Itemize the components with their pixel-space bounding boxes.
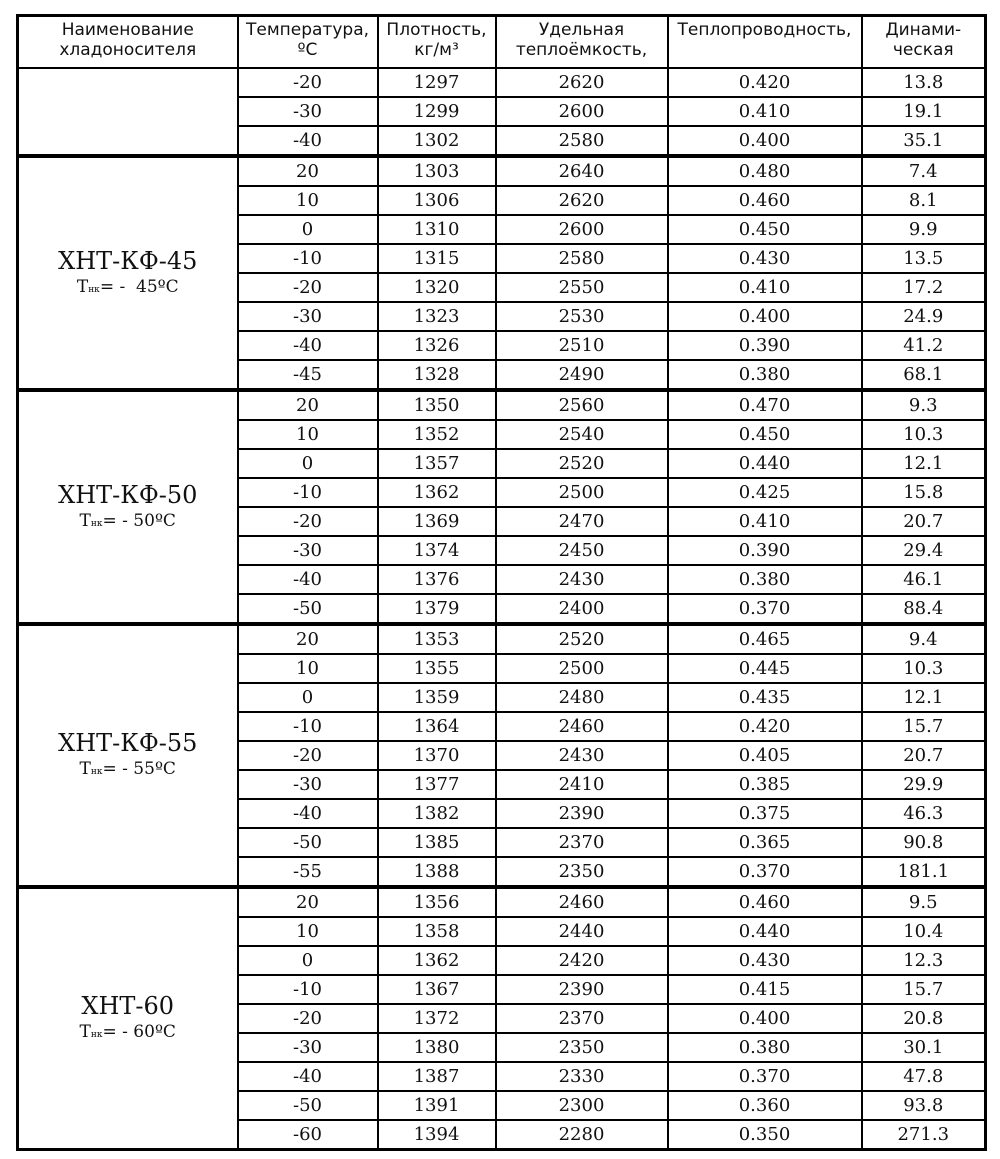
cell-density: 1370 xyxy=(378,741,496,770)
cell-viscosity: 24.9 xyxy=(862,302,986,331)
cell-viscosity: 271.3 xyxy=(862,1120,986,1150)
cell-heat-capacity: 2580 xyxy=(496,244,668,273)
cell-viscosity: 9.5 xyxy=(862,887,986,917)
cell-viscosity: 9.9 xyxy=(862,215,986,244)
cell-viscosity: 7.4 xyxy=(862,156,986,186)
cell-heat-capacity: 2520 xyxy=(496,624,668,654)
freeze-point-index: нк xyxy=(90,767,103,777)
cell-conductivity: 0.450 xyxy=(668,420,862,449)
cell-temperature: -10 xyxy=(238,478,378,507)
header-viscosity: Динами-ческая xyxy=(862,16,986,69)
cell-density: 1323 xyxy=(378,302,496,331)
cell-conductivity: 0.400 xyxy=(668,1004,862,1033)
cell-heat-capacity: 2400 xyxy=(496,594,668,624)
cell-temperature: -50 xyxy=(238,828,378,857)
table-body xyxy=(18,68,986,1150)
cell-density: 1372 xyxy=(378,1004,496,1033)
freeze-point xyxy=(19,1021,237,1046)
cell-temperature: 10 xyxy=(238,917,378,946)
cell-heat-capacity: 2640 xyxy=(496,156,668,186)
cell-temperature: -10 xyxy=(238,712,378,741)
coolant-name: ХНТ-60 xyxy=(81,992,175,1020)
cell-heat-capacity: 2370 xyxy=(496,1004,668,1033)
freeze-point-symbol: T xyxy=(76,276,89,297)
coolant-name-cell xyxy=(18,624,238,887)
cell-conductivity: 0.420 xyxy=(668,68,862,97)
cell-temperature: 0 xyxy=(238,946,378,975)
cell-heat-capacity: 2460 xyxy=(496,712,668,741)
header-conductivity: Теплопроводность, xyxy=(668,16,862,69)
cell-heat-capacity: 2620 xyxy=(496,68,668,97)
cell-temperature: -40 xyxy=(238,1062,378,1091)
freeze-point xyxy=(19,510,237,535)
cell-viscosity: 19.1 xyxy=(862,97,986,126)
cell-viscosity: 13.8 xyxy=(862,68,986,97)
cell-viscosity: 10.3 xyxy=(862,654,986,683)
cell-temperature: -60 xyxy=(238,1120,378,1150)
cell-temperature: 20 xyxy=(238,887,378,917)
cell-density: 1376 xyxy=(378,565,496,594)
cell-viscosity: 8.1 xyxy=(862,186,986,215)
cell-conductivity: 0.390 xyxy=(668,331,862,360)
cell-conductivity: 0.410 xyxy=(668,273,862,302)
cell-conductivity: 0.400 xyxy=(668,302,862,331)
cell-heat-capacity: 2540 xyxy=(496,420,668,449)
cell-conductivity: 0.410 xyxy=(668,507,862,536)
cell-viscosity: 12.3 xyxy=(862,946,986,975)
cell-heat-capacity: 2510 xyxy=(496,331,668,360)
cell-temperature: 10 xyxy=(238,654,378,683)
cell-density: 1299 xyxy=(378,97,496,126)
cell-viscosity: 181.1 xyxy=(862,857,986,887)
cell-density: 1374 xyxy=(378,536,496,565)
cell-conductivity: 0.445 xyxy=(668,654,862,683)
cell-temperature: -20 xyxy=(238,507,378,536)
freeze-point-symbol: T xyxy=(79,1022,91,1042)
cell-temperature: 20 xyxy=(238,156,378,186)
freeze-point xyxy=(19,758,237,783)
cell-density: 1355 xyxy=(378,654,496,683)
freeze-point-index: нк xyxy=(90,1030,103,1040)
cell-viscosity: 9.4 xyxy=(862,624,986,654)
cell-conductivity: 0.410 xyxy=(668,97,862,126)
freeze-point-symbol: T xyxy=(79,510,91,531)
cell-temperature: -40 xyxy=(238,565,378,594)
freeze-point xyxy=(19,276,237,301)
cell-viscosity: 35.1 xyxy=(862,126,986,156)
cell-temperature: -30 xyxy=(238,770,378,799)
cell-conductivity: 0.360 xyxy=(668,1091,862,1120)
cell-density: 1303 xyxy=(378,156,496,186)
coolant-name-cell xyxy=(18,68,238,156)
cell-viscosity: 30.1 xyxy=(862,1033,986,1062)
header-name: Наименование хладоносителя xyxy=(18,16,238,69)
cell-conductivity: 0.420 xyxy=(668,712,862,741)
cell-heat-capacity: 2450 xyxy=(496,536,668,565)
cell-density: 1369 xyxy=(378,507,496,536)
freeze-point-index: нк xyxy=(88,284,100,295)
cell-conductivity: 0.370 xyxy=(668,1062,862,1091)
table-row xyxy=(18,156,986,186)
cell-density: 1353 xyxy=(378,624,496,654)
cell-viscosity: 29.4 xyxy=(862,536,986,565)
cell-temperature: -40 xyxy=(238,126,378,156)
freeze-point-value: = - 45ºC xyxy=(99,276,179,297)
cell-density: 1388 xyxy=(378,857,496,887)
cell-density: 1358 xyxy=(378,917,496,946)
cell-heat-capacity: 2410 xyxy=(496,770,668,799)
cell-density: 1380 xyxy=(378,1033,496,1062)
cell-temperature: -30 xyxy=(238,536,378,565)
cell-viscosity: 46.1 xyxy=(862,565,986,594)
coolant-name-cell xyxy=(18,156,238,390)
cell-viscosity: 15.8 xyxy=(862,478,986,507)
cell-temperature: -40 xyxy=(238,331,378,360)
cell-viscosity: 46.3 xyxy=(862,799,986,828)
cell-viscosity: 10.4 xyxy=(862,917,986,946)
freeze-point-symbol: T xyxy=(79,759,91,779)
cell-viscosity: 15.7 xyxy=(862,712,986,741)
cell-heat-capacity: 2420 xyxy=(496,946,668,975)
cell-viscosity: 15.7 xyxy=(862,975,986,1004)
cell-conductivity: 0.480 xyxy=(668,156,862,186)
cell-heat-capacity: 2350 xyxy=(496,1033,668,1062)
cell-conductivity: 0.440 xyxy=(668,449,862,478)
cell-conductivity: 0.375 xyxy=(668,799,862,828)
cell-temperature: 20 xyxy=(238,624,378,654)
cell-heat-capacity: 2440 xyxy=(496,917,668,946)
cell-density: 1359 xyxy=(378,683,496,712)
cell-conductivity: 0.415 xyxy=(668,975,862,1004)
cell-temperature: -55 xyxy=(238,857,378,887)
cell-heat-capacity: 2330 xyxy=(496,1062,668,1091)
cell-heat-capacity: 2300 xyxy=(496,1091,668,1120)
cell-heat-capacity: 2530 xyxy=(496,302,668,331)
cell-conductivity: 0.370 xyxy=(668,857,862,887)
cell-conductivity: 0.385 xyxy=(668,770,862,799)
coolant-name: ХНТ-КФ-45 xyxy=(58,246,198,275)
cell-density: 1310 xyxy=(378,215,496,244)
cell-viscosity: 17.2 xyxy=(862,273,986,302)
cell-conductivity: 0.380 xyxy=(668,565,862,594)
cell-viscosity: 20.7 xyxy=(862,741,986,770)
cell-conductivity: 0.440 xyxy=(668,917,862,946)
cell-temperature: -30 xyxy=(238,302,378,331)
cell-density: 1352 xyxy=(378,420,496,449)
cell-density: 1315 xyxy=(378,244,496,273)
cell-conductivity: 0.460 xyxy=(668,887,862,917)
cell-heat-capacity: 2460 xyxy=(496,887,668,917)
coolant-name-cell xyxy=(18,887,238,1150)
cell-temperature: -30 xyxy=(238,97,378,126)
cell-viscosity: 68.1 xyxy=(862,360,986,390)
cell-heat-capacity: 2600 xyxy=(496,215,668,244)
cell-conductivity: 0.425 xyxy=(668,478,862,507)
cell-density: 1326 xyxy=(378,331,496,360)
cell-temperature: 20 xyxy=(238,390,378,420)
header-density: Плотность, кг/м³ xyxy=(378,16,496,69)
cell-conductivity: 0.365 xyxy=(668,828,862,857)
cell-temperature: -50 xyxy=(238,594,378,624)
cell-viscosity: 12.1 xyxy=(862,683,986,712)
cell-density: 1320 xyxy=(378,273,496,302)
cell-conductivity: 0.435 xyxy=(668,683,862,712)
cell-density: 1306 xyxy=(378,186,496,215)
cell-temperature: -10 xyxy=(238,244,378,273)
cell-temperature: 0 xyxy=(238,683,378,712)
cell-conductivity: 0.405 xyxy=(668,741,862,770)
cell-conductivity: 0.370 xyxy=(668,594,862,624)
cell-viscosity: 29.9 xyxy=(862,770,986,799)
cell-density: 1391 xyxy=(378,1091,496,1120)
cell-temperature: -30 xyxy=(238,1033,378,1062)
table-row xyxy=(18,887,986,917)
cell-temperature: -40 xyxy=(238,799,378,828)
cell-temperature: -20 xyxy=(238,741,378,770)
cell-density: 1382 xyxy=(378,799,496,828)
cell-conductivity: 0.380 xyxy=(668,1033,862,1062)
cell-temperature: -20 xyxy=(238,68,378,97)
coolant-properties-table xyxy=(16,14,987,1151)
cell-density: 1385 xyxy=(378,828,496,857)
cell-temperature: 0 xyxy=(238,449,378,478)
freeze-point-value: = - 55ºC xyxy=(102,759,176,779)
cell-viscosity: 10.3 xyxy=(862,420,986,449)
freeze-point-index: нк xyxy=(90,518,103,529)
header-row xyxy=(18,16,986,69)
table-row xyxy=(18,390,986,420)
table-row xyxy=(18,68,986,97)
coolant-properties-table-container xyxy=(16,14,987,1151)
cell-conductivity: 0.470 xyxy=(668,390,862,420)
freeze-point-value: = - 60ºC xyxy=(102,1022,176,1042)
cell-conductivity: 0.450 xyxy=(668,215,862,244)
cell-density: 1367 xyxy=(378,975,496,1004)
cell-density: 1362 xyxy=(378,946,496,975)
cell-density: 1377 xyxy=(378,770,496,799)
cell-heat-capacity: 2350 xyxy=(496,857,668,887)
cell-heat-capacity: 2470 xyxy=(496,507,668,536)
cell-viscosity: 20.8 xyxy=(862,1004,986,1033)
cell-density: 1362 xyxy=(378,478,496,507)
cell-density: 1350 xyxy=(378,390,496,420)
cell-heat-capacity: 2500 xyxy=(496,654,668,683)
cell-heat-capacity: 2430 xyxy=(496,565,668,594)
cell-heat-capacity: 2390 xyxy=(496,799,668,828)
cell-density: 1364 xyxy=(378,712,496,741)
coolant-name: ХНТ-КФ-55 xyxy=(58,729,198,757)
cell-density: 1297 xyxy=(378,68,496,97)
cell-heat-capacity: 2500 xyxy=(496,478,668,507)
coolant-name: ХНТ-КФ-50 xyxy=(58,480,198,509)
coolant-name-cell xyxy=(18,390,238,624)
cell-temperature: -20 xyxy=(238,273,378,302)
cell-density: 1328 xyxy=(378,360,496,390)
cell-conductivity: 0.380 xyxy=(668,360,862,390)
cell-heat-capacity: 2580 xyxy=(496,126,668,156)
cell-viscosity: 47.8 xyxy=(862,1062,986,1091)
cell-viscosity: 20.7 xyxy=(862,507,986,536)
cell-density: 1356 xyxy=(378,887,496,917)
cell-conductivity: 0.430 xyxy=(668,244,862,273)
cell-heat-capacity: 2370 xyxy=(496,828,668,857)
cell-temperature: -20 xyxy=(238,1004,378,1033)
cell-viscosity: 13.5 xyxy=(862,244,986,273)
cell-viscosity: 41.2 xyxy=(862,331,986,360)
cell-temperature: 10 xyxy=(238,186,378,215)
table-header xyxy=(18,16,986,69)
cell-heat-capacity: 2550 xyxy=(496,273,668,302)
cell-conductivity: 0.390 xyxy=(668,536,862,565)
cell-heat-capacity: 2390 xyxy=(496,975,668,1004)
table-row xyxy=(18,624,986,654)
cell-conductivity: 0.465 xyxy=(668,624,862,654)
cell-viscosity: 93.8 xyxy=(862,1091,986,1120)
cell-temperature: -50 xyxy=(238,1091,378,1120)
cell-conductivity: 0.400 xyxy=(668,126,862,156)
cell-density: 1357 xyxy=(378,449,496,478)
cell-temperature: -10 xyxy=(238,975,378,1004)
cell-viscosity: 90.8 xyxy=(862,828,986,857)
header-temperature: Температура, ºC xyxy=(238,16,378,69)
cell-viscosity: 12.1 xyxy=(862,449,986,478)
cell-heat-capacity: 2560 xyxy=(496,390,668,420)
cell-conductivity: 0.430 xyxy=(668,946,862,975)
cell-density: 1379 xyxy=(378,594,496,624)
cell-heat-capacity: 2490 xyxy=(496,360,668,390)
cell-temperature: -45 xyxy=(238,360,378,390)
cell-heat-capacity: 2280 xyxy=(496,1120,668,1150)
cell-temperature: 0 xyxy=(238,215,378,244)
cell-heat-capacity: 2430 xyxy=(496,741,668,770)
header-heat-capacity: Удельная теплоёмкость, xyxy=(496,16,668,69)
cell-viscosity: 88.4 xyxy=(862,594,986,624)
cell-density: 1394 xyxy=(378,1120,496,1150)
cell-heat-capacity: 2520 xyxy=(496,449,668,478)
cell-heat-capacity: 2600 xyxy=(496,97,668,126)
cell-conductivity: 0.460 xyxy=(668,186,862,215)
cell-viscosity: 9.3 xyxy=(862,390,986,420)
cell-density: 1302 xyxy=(378,126,496,156)
cell-temperature: 10 xyxy=(238,420,378,449)
cell-conductivity: 0.350 xyxy=(668,1120,862,1150)
cell-heat-capacity: 2620 xyxy=(496,186,668,215)
cell-density: 1387 xyxy=(378,1062,496,1091)
cell-heat-capacity: 2480 xyxy=(496,683,668,712)
freeze-point-value: = - 50ºC xyxy=(102,510,176,531)
